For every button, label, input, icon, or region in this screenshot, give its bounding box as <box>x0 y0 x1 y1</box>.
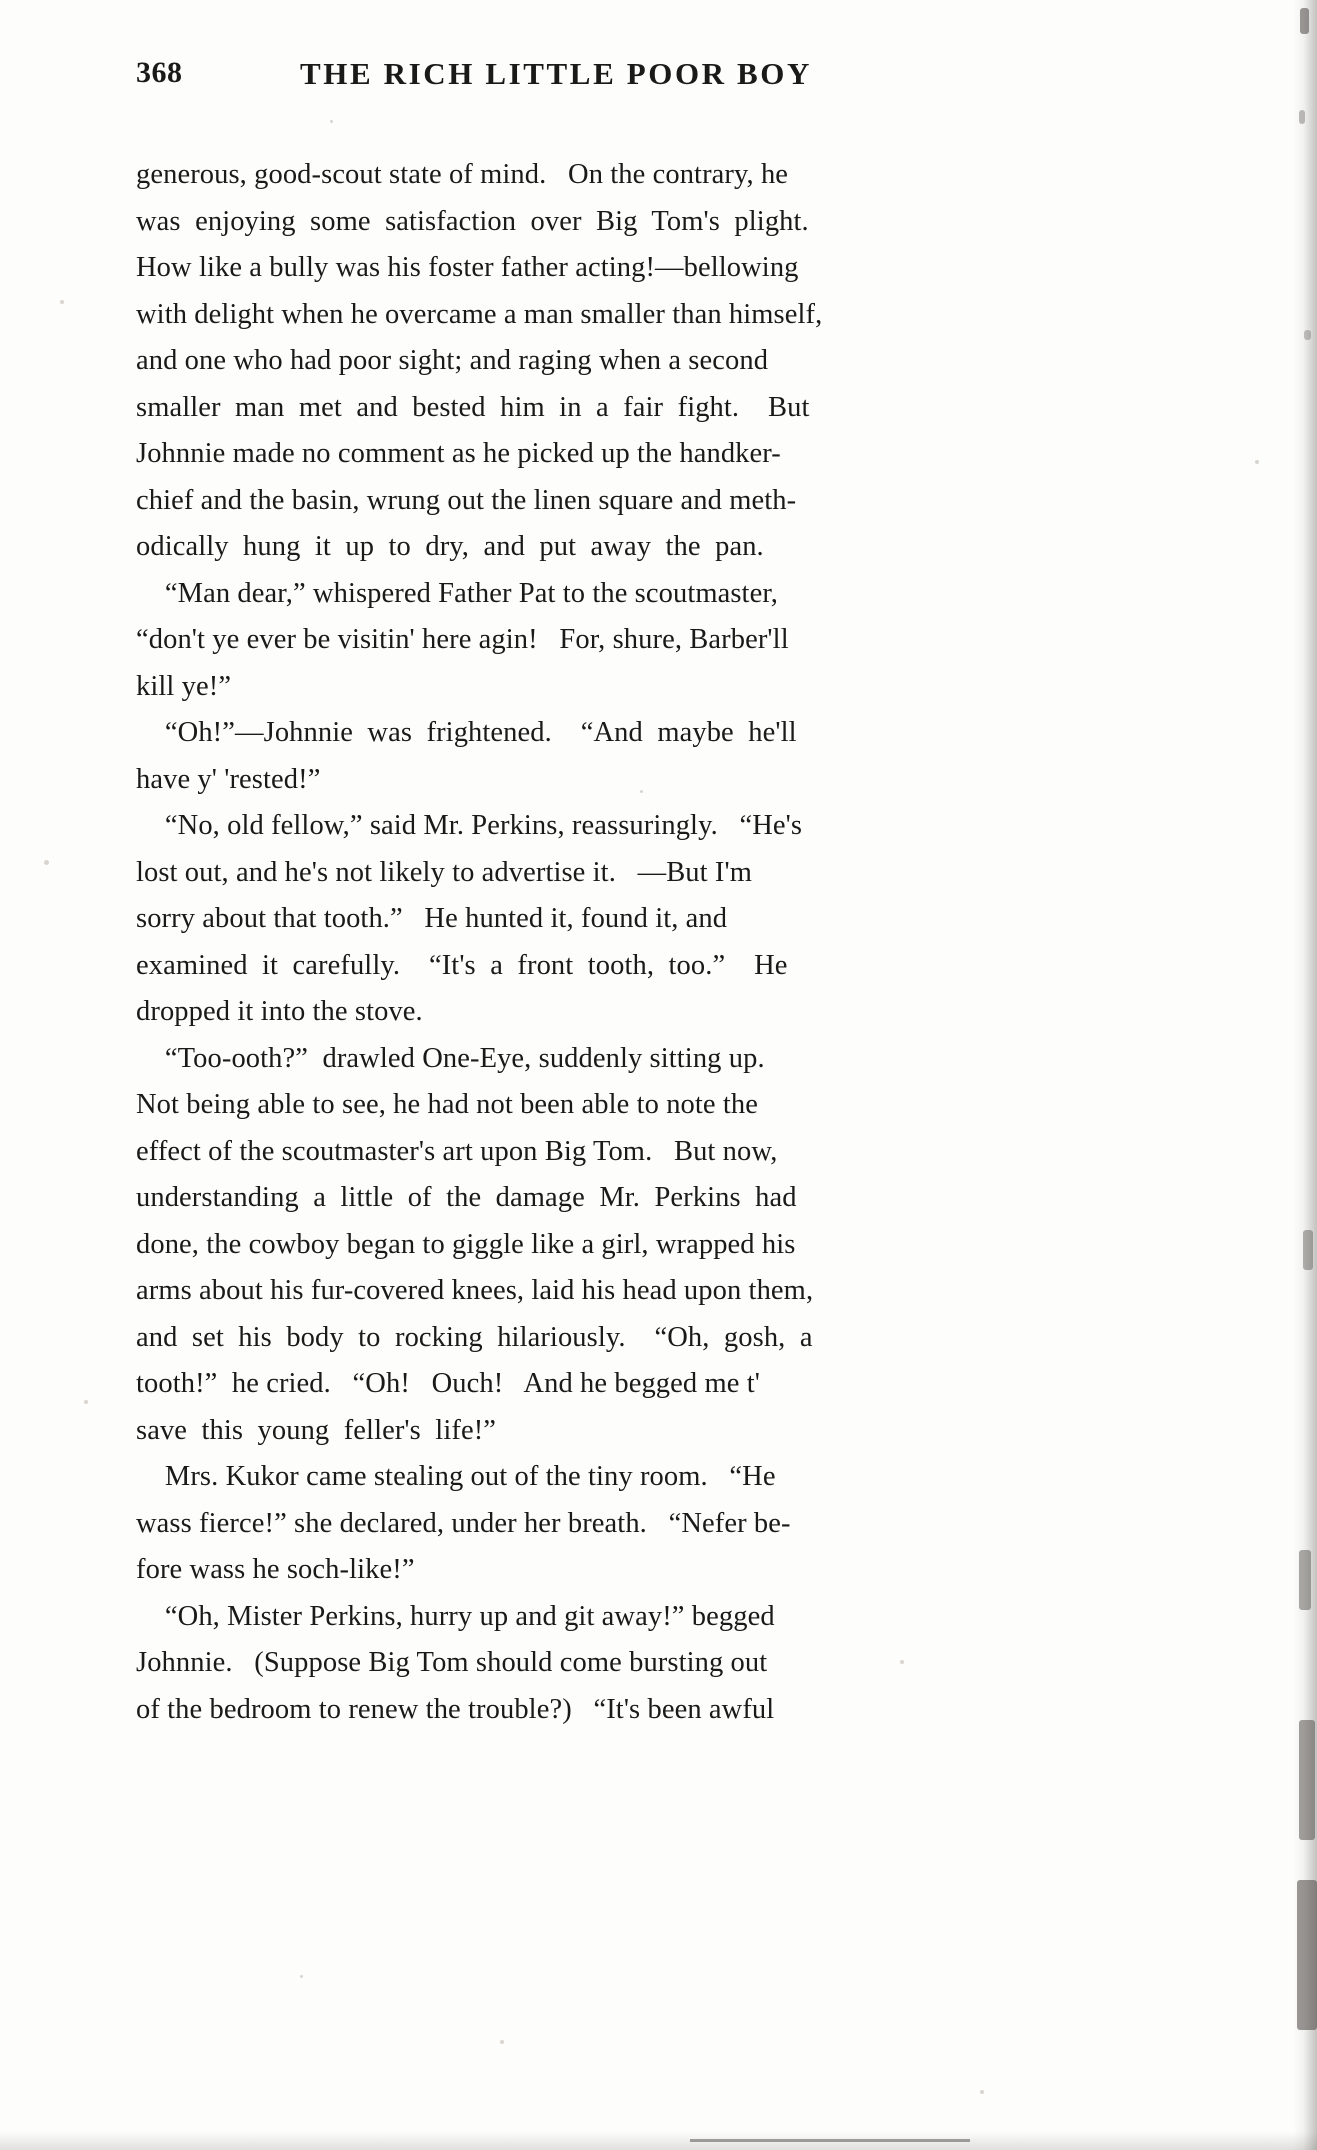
text-line: save this young feller's life!” <box>136 1414 497 1446</box>
text-line: “Oh, Mister Perkins, hurry up and git away!” begged <box>136 1600 775 1632</box>
text-line: “Oh!”—Johnnie was frightened. “And maybe he'll <box>136 717 797 748</box>
text-line: examined it carefully. “It's a front tooth, too.” He <box>136 949 788 981</box>
scan-bottom-shadow <box>0 2132 1317 2150</box>
text-line: of the bedroom to renew the trouble?) “It's been awful <box>136 1693 775 1725</box>
scan-bottom-rule <box>690 2139 970 2142</box>
text-line: and one who had poor sight; and raging when a second <box>136 345 769 376</box>
text-line: “don't ye ever be visitin' here agin! For, shure, Barber'll <box>136 624 789 655</box>
text-line: tooth!” he cried. “Oh! Ouch! And he begged me t' <box>136 1368 760 1399</box>
text-line: chief and the basin, wrung out the linen square and meth- <box>136 484 797 516</box>
text-line: fore wass he soch-like!” <box>136 1554 415 1585</box>
text-line: generous, good-scout state of mind. On the contrary, he <box>136 159 789 190</box>
text-line: done, the cowboy began to giggle like a girl, wrapped his <box>136 1228 796 1260</box>
text-line: effect of the scoutmaster's art upon Big Tom. But now, <box>136 1135 778 1167</box>
text-line: and set his body to rocking hilariously. “Oh, gosh, a <box>136 1321 813 1353</box>
text-line: “Too-ooth?” drawled One-Eye, suddenly sitting up. <box>136 1042 765 1074</box>
text-line: understanding a little of the damage Mr. Perkins had <box>136 1182 797 1213</box>
text-line: Mrs. Kukor came stealing out of the tiny room. “He <box>136 1461 776 1492</box>
text-line: How like a bully was his foster father acting!—bellowing <box>136 252 799 283</box>
text-line: kill ye!” <box>136 670 232 702</box>
text-line: odically hung it up to dry, and put away the pan. <box>136 531 764 562</box>
text-line: sorry about that tooth.” He hunted it, found it, and <box>136 903 728 934</box>
page-header <box>0 56 1317 102</box>
text-line: dropped it into the stove. <box>136 996 423 1027</box>
text-line: smaller man met and bested him in a fair fight. But <box>136 391 810 423</box>
text-line: “Man dear,” whispered Father Pat to the scoutmaster, <box>136 577 778 609</box>
text-line: Not being able to see, he had not been able to note the <box>136 1089 759 1120</box>
text-line: Johnnie made no comment as he picked up the handker- <box>136 438 781 469</box>
scan-edge-shadow <box>1287 0 1317 2150</box>
scan-edge-marks <box>1291 0 1317 2150</box>
text-line: have y' 'rested!” <box>136 763 321 795</box>
text-line: was enjoying some satisfaction over Big Tom's plight. <box>136 205 809 237</box>
body-text <box>136 152 1232 1733</box>
text-line: with delight when he overcame a man smaller than himself, <box>136 298 823 330</box>
page-number: 368 <box>136 56 183 89</box>
text-line: arms about his fur-covered knees, laid his head upon them, <box>136 1275 814 1306</box>
text-line: Johnnie. (Suppose Big Tom should come bursting out <box>136 1647 768 1678</box>
running-head-title: THE RICH LITTLE POOR BOY <box>300 56 812 91</box>
text-line: wass fierce!” she declared, under her breath. “Nefer be- <box>136 1507 791 1539</box>
text-line: lost out, and he's not likely to advertise it. —But I'm <box>136 856 752 888</box>
text-line: “No, old fellow,” said Mr. Perkins, reassuringly. “He's <box>136 810 803 841</box>
